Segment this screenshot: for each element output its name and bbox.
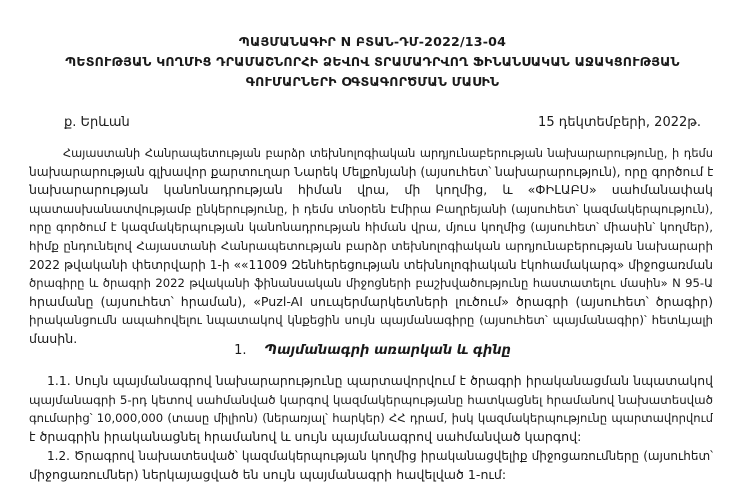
section-title: Պայմանագրի առարկան և գինը [264, 343, 511, 358]
intro-line: իրականցումն ապահովելու նպատակով կնքեցին սույն պայմանագիրը (այսուհետ՝ պայմանագիր)՝ հետևյալի [29, 313, 713, 328]
intro-line: հրամանը (այսուհետ՝ հրաման), «Puzl-AI սուպերմարկետների լուծում» ծրագրի (այսուհետ՝ ծրագիր) [29, 293, 713, 309]
clause-line: գումարից՝ 10,000,000 (տասը միլիոն) (ներառյալ՝ հարկեր) ՀՀ դրամ, իսկ կազմակերպությունը պարտավորվում [29, 411, 713, 426]
contract-number-heading: ՊԱՅՄԱՆԱԳԻՐ N ԲՏԱՆ-ԴՄ-2022/13-04 [238, 34, 507, 49]
intro-line: Հայաստանի Հանրապետության բարձր տեխնոլոգիական արդյունաբերության նախարարությունը, ի դեմս [63, 146, 713, 160]
intro-line: հիմք ընդունելով Հայաստանի Հանրապետության բարձր տեխնոլոգիական արդյունաբերության նախարարի [29, 238, 713, 253]
clause-1-1 [29, 372, 713, 446]
contract-place: ք. Երևան [64, 115, 130, 130]
intro-line: մասին. [29, 330, 78, 346]
intro-line: նախարարության կանոնադրության հիման վրա, մի կողմից, և «ՓԻԼԱԲՍ» սահմանափակ [29, 182, 713, 198]
section-heading [0, 343, 745, 358]
clause-line: է ծրագրին իրականացնել հրամանով և սույն պայմանագրով սահմանված կարգով: [29, 428, 582, 444]
section-number: 1. [234, 343, 247, 358]
intro-line: նախարարության գլխավոր քարտուղար Նարեկ Մելքոնյանի (այսուհետ՝ նախարարություն), որը գործում է [29, 164, 713, 179]
clause-1-2 [29, 447, 713, 484]
contract-title-heading: ՊԵՏՈՒԹՅԱՆ ԿՈՂՄԻՑ ԴՐԱՄԱՇՆՈՐՀԻ ՁԵՎՈՎ ՏՐԱՄԱԴՐՎՈՂ ՖԻՆԱՆՍԱԿԱՆ ԱՋԱԿՑՈՒԹՅԱՆ [65, 54, 680, 69]
clause-line: 1.1. Սույն պայմանագրով նախարարությունը պարտավորվում է ծրագրի իրականացման նպատակով [47, 373, 713, 388]
contract-title-heading-cont: ԳՈՒՄԱՐՆԵՐԻ ՕԳՏԱԳՈՐԾՄԱՆ ՄԱՍԻՆ [245, 74, 500, 89]
contract-date: 15 դեկտեմբերի, 2022թ. [538, 115, 701, 130]
clause-line: միջոցառումներ) ներկայացված են սույն պայմանագրի հավելված 1-ում: [29, 466, 507, 482]
intro-line: 2022 թվականի փետրվարի 1-ի ««11009 Զենհերեցության տեխնոլոգիական էկոհամակարգ» միջոցառման [29, 257, 713, 272]
intro-line: որը գործում է կազմակերպության կանոնադրության հիման վրա, մյուս կողմից (այսուհետ՝ միասին՝ կողմեր), [29, 220, 713, 235]
intro-line: ծրագիրը և ծրագրի 2022 թվականի ֆինանսական միջոցների բաշխվածությունը հաստատելու մասին» N 95-Ա [29, 276, 713, 291]
clause-line: պայմանագրի 5-րդ կետով սահմանված կարգով կազմակերպությանը հատկացնել հրամանով նախատեսված [29, 392, 713, 407]
intro-paragraph [29, 144, 713, 349]
clause-line: 1.2. Ծրագրով նախատեսված՝ կազմակերպության կողմից իրականացվելիք միջոցառումները (այսուհետ՝ [47, 449, 713, 463]
intro-line: պատասխանատվությամբ ընկերությունը, ի դեմս տնօրեն Էմիրա Բաղրեյանի (այսուհետ՝ կազմակերպություն), [29, 201, 713, 216]
